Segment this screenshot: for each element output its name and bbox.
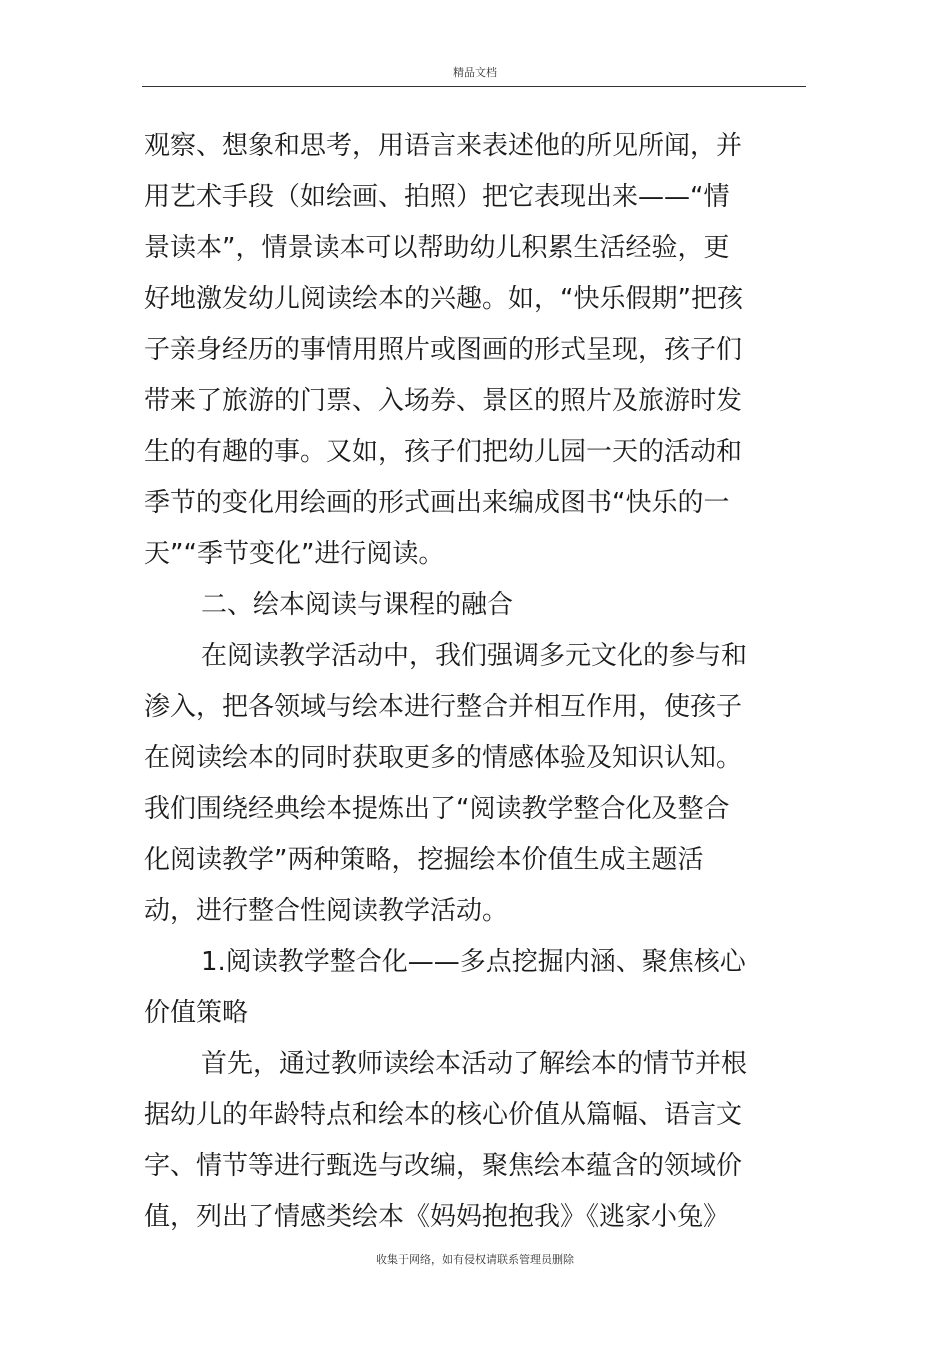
text-line: 化阅读教学”两种策略，挖掘绘本价值生成主题活: [144, 845, 704, 875]
page-header: 精品文档: [453, 66, 497, 79]
text-line: 价值策略: [144, 998, 249, 1028]
header-divider: [142, 86, 806, 87]
document-body: [144, 121, 794, 1243]
text-line: 生的有趣的事。又如，孩子们把幼儿园一天的活动和: [144, 437, 743, 467]
text-line: 在阅读绘本的同时获取更多的情感体验及知识认知。: [144, 743, 743, 773]
text-line: 带来了旅游的门票、入场券、景区的照片及旅游时发: [144, 386, 743, 416]
text-line: 子亲身经历的事情用照片或图画的形式呈现，孩子们: [144, 335, 743, 365]
text-line: 首先，通过教师读绘本活动了解绘本的情节并根: [201, 1049, 748, 1079]
text-line: 值，列出了情感类绘本《妈妈抱抱我》《逃家小兔》: [144, 1202, 730, 1232]
text-line: 景读本”，情景读本可以帮助幼儿积累生活经验，更: [144, 233, 730, 263]
text-line: 季节的变化用绘画的形式画出来编成图书“快乐的一: [144, 488, 730, 518]
text-line: 动，进行整合性阅读教学活动。: [144, 896, 509, 926]
page-footer: 收集于网络，如有侵权请联系管理员删除: [376, 1253, 574, 1266]
text-line: 字、情节等进行甄选与改编，聚焦绘本蕴含的领域价: [144, 1151, 743, 1181]
text-line: 1.阅读教学整合化——多点挖掘内涵、聚焦核心: [201, 947, 746, 977]
text-line: 据幼儿的年龄特点和绘本的核心价值从篇幅、语言文: [144, 1100, 743, 1130]
text-line: 渗入，把各领域与绘本进行整合并相互作用，使孩子: [144, 692, 743, 722]
text-line: 我们围绕经典绘本提炼出了“阅读教学整合化及整合: [144, 794, 730, 824]
text-line: 用艺术手段（如绘画、拍照）把它表现出来——“情: [144, 182, 730, 212]
text-line: 好地激发幼儿阅读绘本的兴趣。如，“快乐假期”把孩: [144, 284, 743, 314]
text-line: 观察、想象和思考，用语言来表述他的所见所闻，并: [144, 131, 743, 161]
text-line: 在阅读教学活动中，我们强调多元文化的参与和: [201, 641, 748, 671]
text-line: 天”“季节变化”进行阅读。: [144, 539, 445, 569]
text-line: 二、绘本阅读与课程的融合: [201, 590, 514, 620]
